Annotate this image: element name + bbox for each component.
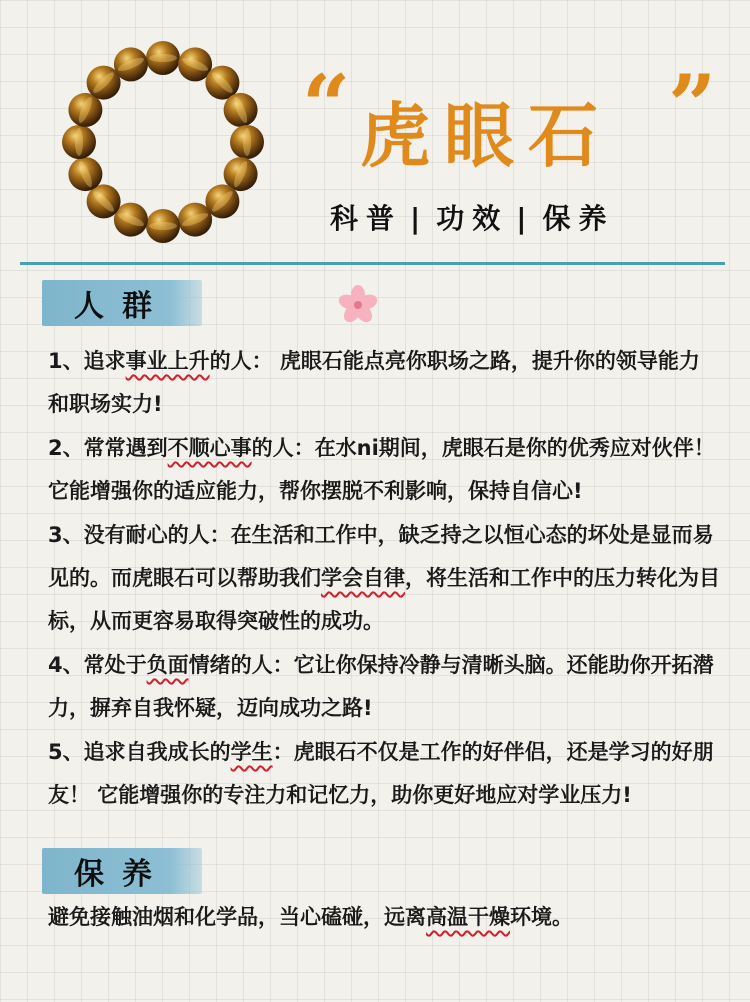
- item-text: 没有耐心的人：在生活和工作中，缺乏持之以恒心态的坏处是显而易见的。而虎眼石可以帮助我们: [48, 523, 714, 590]
- title-open-quote: “: [302, 56, 351, 155]
- bead-shine: [149, 54, 177, 62]
- item-number: 5、: [48, 740, 84, 764]
- item-number: 4、: [48, 653, 84, 677]
- care-text: [48, 896, 720, 939]
- item-text: 的人：在水ni期间，虎眼石是你的优秀应对伙伴！ 它能增强你的适应能力，帮你摆脱不利影响，保持自信心!: [48, 436, 715, 503]
- subtitle-separator: |: [516, 202, 535, 235]
- list-item: [48, 340, 720, 426]
- list-item: [48, 644, 720, 730]
- item-text: 情绪的人：它让你保持冷静与清晰头脑。还能助你开拓潜力，摒弃自我怀疑，迈向成功之路!: [48, 653, 714, 720]
- bead-shine: [243, 128, 251, 156]
- subtitle-item-science: 科普: [330, 202, 403, 235]
- item-text: 的人： 虎眼石能点亮你职场之路，提升你的领导能力和职场实力!: [48, 349, 700, 416]
- header-divider: [20, 262, 725, 265]
- item-text: ，将生活和工作中的压力转化为目标，从而更容易取得突破性的成功。: [48, 566, 720, 633]
- item-highlight: 负面: [146, 653, 189, 677]
- cherry-blossom-icon: [336, 283, 380, 327]
- item-highlight: 学会自律: [321, 566, 405, 590]
- item-number: 1、: [48, 349, 84, 373]
- list-item: [48, 514, 720, 643]
- care-text-part: 环境。: [510, 905, 573, 929]
- section-tag-crowd: 人群: [42, 280, 202, 326]
- item-highlight: 事业上升: [125, 349, 210, 373]
- item-text: 追求: [83, 349, 126, 373]
- item-text: 常常遇到: [83, 436, 168, 460]
- tiger-eye-bracelet-image: [48, 30, 278, 250]
- list-item: [48, 731, 720, 817]
- subtitle-item-care: 保养: [542, 202, 615, 235]
- item-highlight: 学生: [230, 740, 273, 764]
- item-text: ：虎眼石不仅是工作的好伴侣，还是学习的好朋友！ 它能增强你的专注力和记忆力，助你更好地应对学业压力!: [48, 740, 714, 807]
- bead-shine: [75, 128, 83, 156]
- page-title: 虎眼石: [360, 95, 612, 177]
- item-text: 常处于: [83, 653, 147, 677]
- list-item: [48, 427, 720, 513]
- care-text-part: 避免接触油烟和化学品，当心磕碰，远离: [48, 905, 426, 929]
- section-tag-care: 保养: [42, 848, 202, 894]
- subtitle: [330, 197, 615, 237]
- care-highlight: 高温干燥: [426, 905, 510, 929]
- item-number: 2、: [48, 436, 84, 460]
- item-highlight: 不顺心事: [167, 436, 252, 460]
- bead-shine: [149, 222, 177, 230]
- title-close-quote: ”: [668, 56, 717, 155]
- subtitle-item-effect: 功效: [436, 202, 509, 235]
- item-text: 追求自我成长的: [83, 740, 231, 764]
- subtitle-separator: |: [410, 202, 429, 235]
- item-number: 3、: [48, 523, 84, 547]
